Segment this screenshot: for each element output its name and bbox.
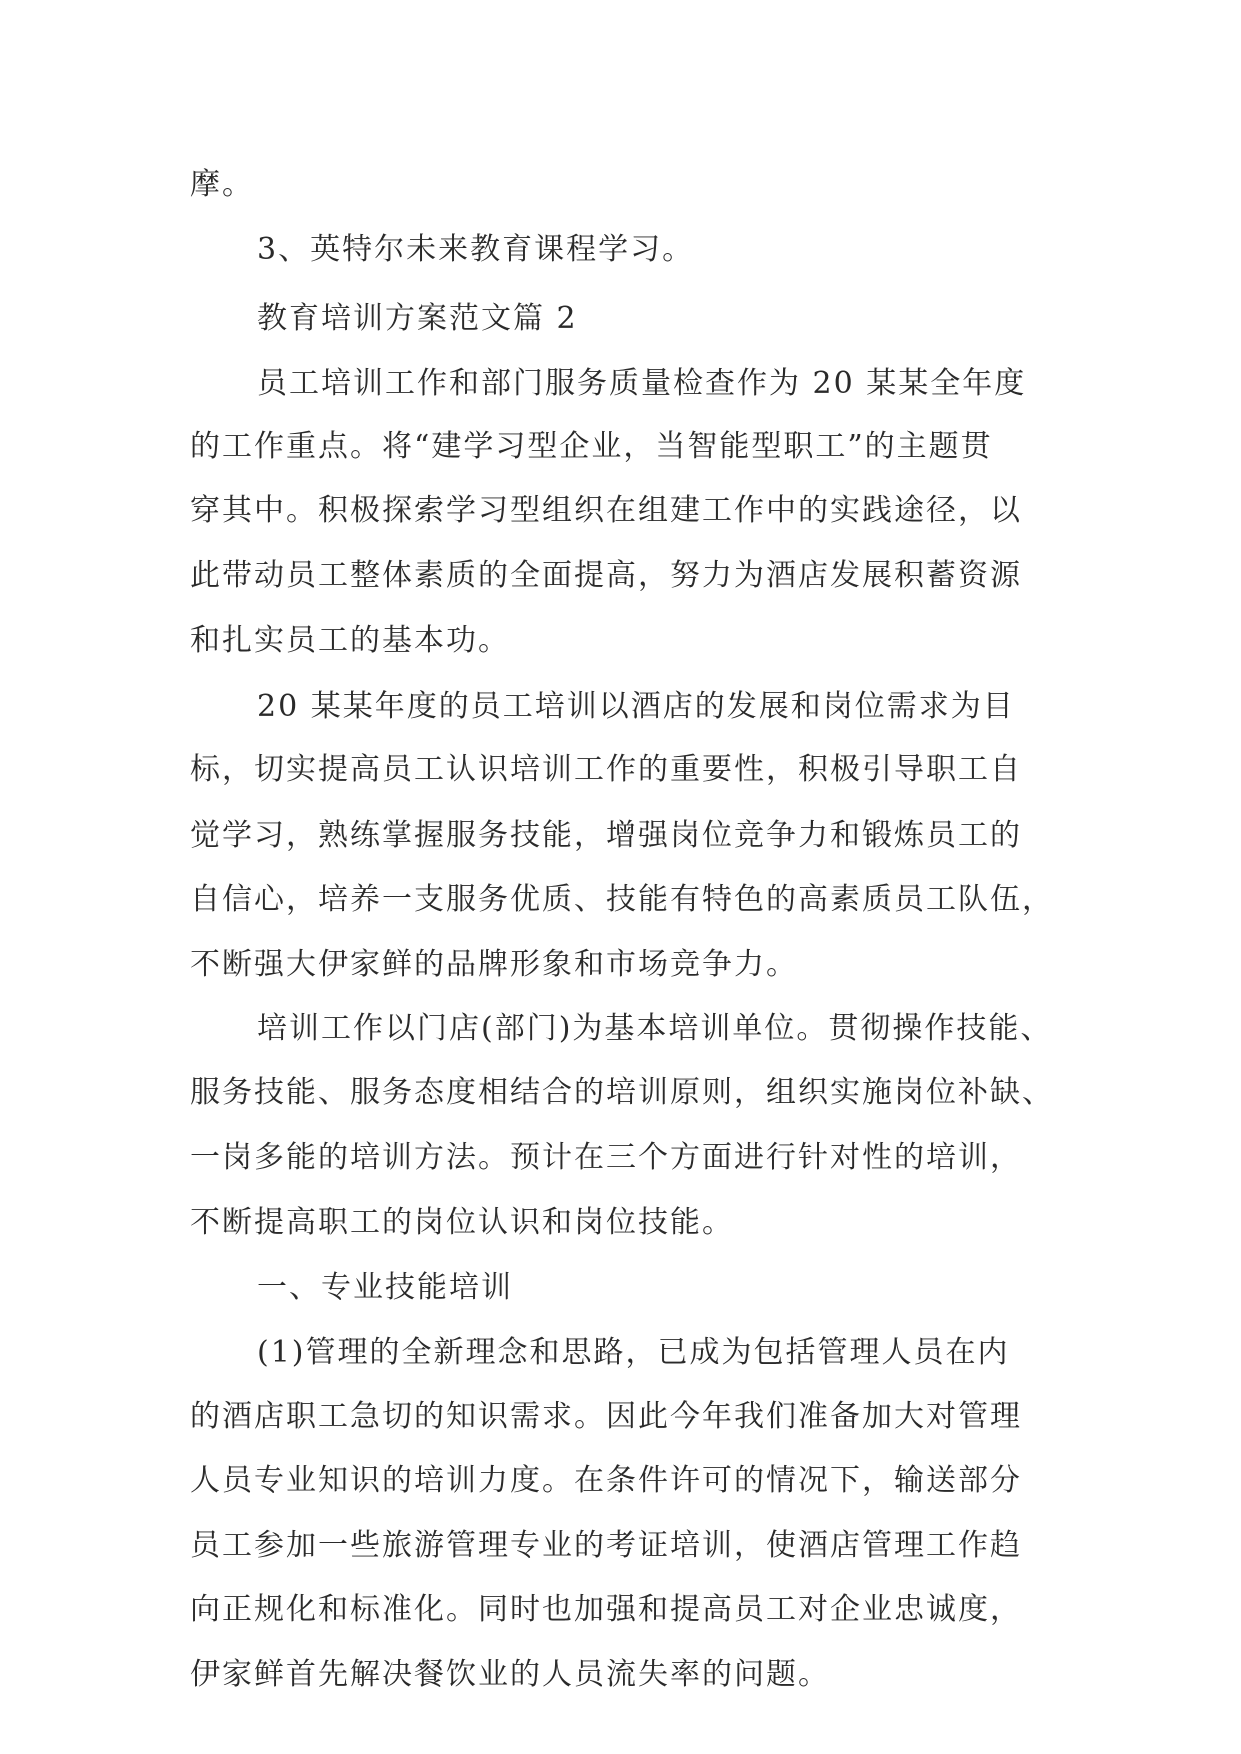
text-line: 自信心，培养一支服务优质、技能有特色的高素质员工队伍， (190, 882, 1054, 917)
section-heading: 一、专业技能培训 (257, 1270, 513, 1305)
section-heading: 教育培训方案范文篇 2 (257, 301, 578, 336)
text-line: (1)管理的全新理念和思路，已成为包括管理人员在内 (257, 1335, 1010, 1370)
text-line: 培训工作以门店(部门)为基本培训单位。贯彻操作技能、 (257, 1011, 1053, 1046)
text-line: 人员专业知识的培训力度。在条件许可的情况下，输送部分 (190, 1463, 1022, 1498)
text-line: 员工培训工作和部门服务质量检查作为 20 某某全年度 (257, 366, 1027, 401)
text-line: 的工作重点。将“建学习型企业，当智能型职工”的主题贯 (190, 429, 993, 464)
text-line: 向正规化和标准化。同时也加强和提高员工对企业忠诚度， (190, 1592, 1022, 1627)
text-line: 不断强大伊家鲜的品牌形象和市场竞争力。 (190, 947, 798, 982)
text-line: 一岗多能的培训方法。预计在三个方面进行针对性的培训， (190, 1140, 1022, 1175)
text-line: 的酒店职工急切的知识需求。因此今年我们准备加大对管理 (190, 1399, 1022, 1434)
text-line: 标，切实提高员工认识培训工作的重要性，积极引导职工自 (190, 752, 1022, 787)
text-line: 此带动员工整体素质的全面提高，努力为酒店发展积蓄资源 (190, 558, 1022, 593)
text-line: 伊家鲜首先解决餐饮业的人员流失率的问题。 (190, 1657, 830, 1692)
text-line: 3、英特尔未来教育课程学习。 (257, 232, 695, 267)
text-line: 20 某某年度的员工培训以酒店的发展和岗位需求为目 (257, 689, 1015, 724)
text-line: 不断提高职工的岗位认识和岗位技能。 (190, 1205, 734, 1240)
text-line: 觉学习，熟练掌握服务技能，增强岗位竞争力和锻炼员工的 (190, 818, 1022, 853)
text-line: 和扎实员工的基本功。 (190, 623, 510, 658)
text-line: 服务技能、服务态度相结合的培训原则，组织实施岗位补缺、 (190, 1075, 1054, 1110)
text-line: 穿其中。积极探索学习型组织在组建工作中的实践途径，以 (190, 493, 1022, 528)
text-line: 员工参加一些旅游管理专业的考证培训，使酒店管理工作趋 (190, 1528, 1022, 1563)
text-line: 摩。 (190, 167, 254, 202)
